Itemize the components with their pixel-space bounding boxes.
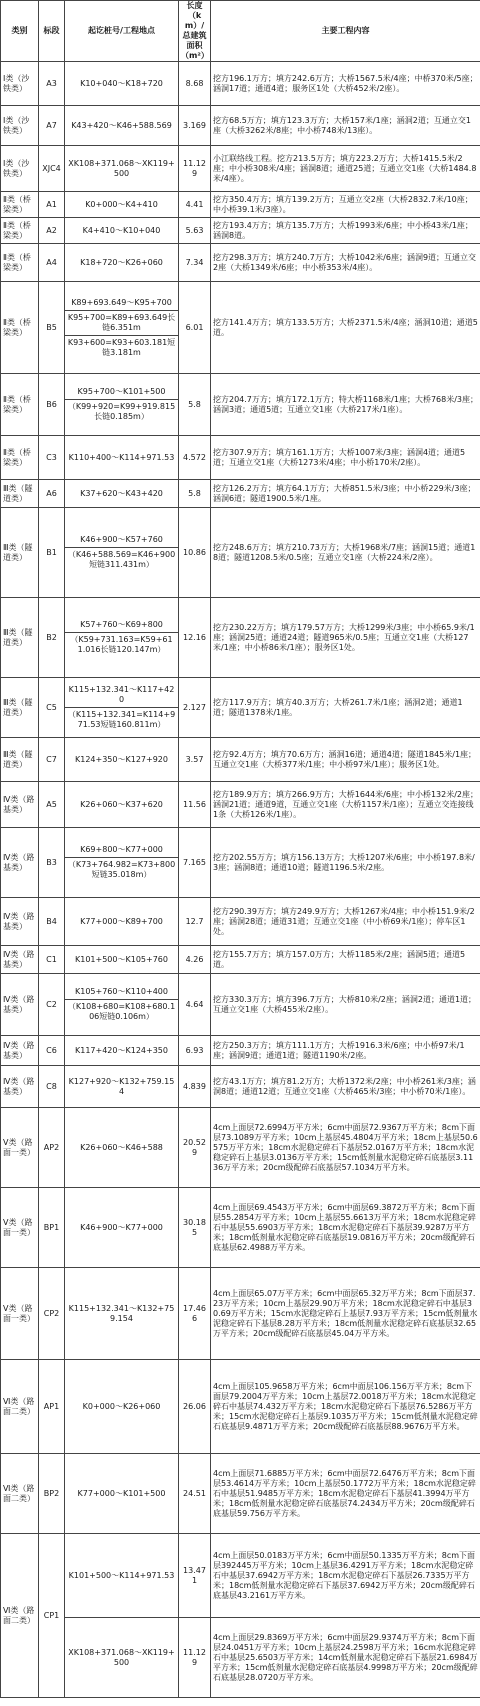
cell-category: Ⅰ类（沙铁类） <box>1 106 39 146</box>
table-body <box>1 62 480 1698</box>
cell-section: A3 <box>39 62 65 106</box>
cell-location: K18+720～K26+060 <box>65 244 179 282</box>
cell-location: K101+500～K105+760 <box>65 946 179 974</box>
cell-section: A2 <box>39 218 65 244</box>
table-row <box>1 218 480 244</box>
cell-category: Ⅳ类（路基类） <box>1 898 39 946</box>
table-header-row <box>1 1 480 62</box>
cell-length: 11.129 <box>179 146 211 192</box>
cell-location <box>65 508 179 598</box>
cell-content: 挖方230.22万方；填方179.57万方；大桥1299米/3座；中小桥65.9米/1座；涵洞25道；通道24道；隧道965米/0.5座；互通立交1座（大桥127米/1座；中小桥86米/1座）；服务区1处。 <box>211 598 480 678</box>
cell-location: K77+000～K101+500 <box>65 1454 179 1534</box>
cell-length: 4.41 <box>179 192 211 218</box>
cell-section: C1 <box>39 946 65 974</box>
cell-length: 6.93 <box>179 1036 211 1066</box>
cell-category: Ⅵ类（路面二类） <box>1 1360 39 1454</box>
cell-section: C7 <box>39 738 65 782</box>
table-row <box>1 480 480 508</box>
cell-category: Ⅳ类（路基类） <box>1 1066 39 1108</box>
cell-content: 挖方68.5万方；填方123.3万方；大桥157米/1座；涵洞2道；互通立交1座（大桥3262米/8座；中小桥748米/13座）。 <box>211 106 480 146</box>
cell-length: 5.63 <box>179 218 211 244</box>
table-row <box>1 436 480 480</box>
cell-length: 12.7 <box>179 898 211 946</box>
cell-length: 7.34 <box>179 244 211 282</box>
cell-section: BP1 <box>39 1188 65 1268</box>
cell-section: C6 <box>39 1036 65 1066</box>
cell-location: K37+620～K43+420 <box>65 480 179 508</box>
cell-category: Ⅴ类（路面一类） <box>1 1108 39 1188</box>
cell-content: 挖方248.6万方；填方210.73万方；大桥1968米/7座；涵洞15道；通道18道；隧道1208.5米/0.5座；互通立交1座（大桥224米/2座）。 <box>211 508 480 598</box>
cell-length: 17.466 <box>179 1268 211 1360</box>
cell-length: 4.26 <box>179 946 211 974</box>
table-row <box>1 898 480 946</box>
cell-location: XK108+371.068～XK119+500 <box>65 1618 179 1698</box>
header-length: 长度（km）/总建筑面积（m²） <box>179 1 211 62</box>
cell-content: 挖方193.4万方；填方135.7万方；大桥1993米/6座；中小桥43米/1座；涵洞8道。 <box>211 218 480 244</box>
cell-content: 挖方330.3万方；填方396.7万方；大桥810米/2座；涵洞2道；通道1道；互通立交1座（大桥455米/2座）。 <box>211 974 480 1036</box>
cell-category: Ⅳ类（路基类） <box>1 946 39 974</box>
cell-length: 5.8 <box>179 374 211 436</box>
cell-location: K110+400～K114+971.53 <box>65 436 179 480</box>
location-line: K69+800～K77+000 <box>65 843 178 858</box>
location-line: （K99+920=K99+919.815长链0.185m） <box>67 402 176 421</box>
table-row <box>1 828 480 898</box>
cell-length: 24.51 <box>179 1454 211 1534</box>
cell-content: 挖方92.4万方；填方70.6万方；涵洞16道；通道4道；隧道1845米/1座；互通立交1座（大桥377米/1座；中小桥97米/1座）；服务区1处。 <box>211 738 480 782</box>
cell-content: 挖方117.9万方；填方40.3万方；大桥261.7米/1座；涵洞2道；通道1道；隧道1378米/1座。 <box>211 678 480 738</box>
cell-category: Ⅰ类（沙铁类） <box>1 62 39 106</box>
table-row <box>1 1618 480 1698</box>
table-row <box>1 1108 480 1188</box>
cell-content: 挖方43.1万方；填方81.2万方；大桥1372米/2座；中小桥261米/3座；涵洞8道；通道12道；互通立交1座（大桥465米/3座；中小桥70米/1座）。 <box>211 1066 480 1108</box>
cell-content: 挖方350.4万方；填方139.2万方；互通立交2座（大桥2832.7米/10座；中小桥39.1米/3座）。 <box>211 192 480 218</box>
cell-location: K10+040～K18+720 <box>65 62 179 106</box>
location-line: （K73+764.982=K73+800短链35.018m） <box>67 860 176 879</box>
cell-section: B4 <box>39 898 65 946</box>
cell-length: 3.169 <box>179 106 211 146</box>
cell-section: XJC4 <box>39 146 65 192</box>
cell-location: K26+060～K37+620 <box>65 782 179 828</box>
cell-content: 挖方155.7万方；填方157.0万方；大桥1185米/2座；涵洞5道；通道5道。 <box>211 946 480 974</box>
cell-category: Ⅱ类（桥梁类） <box>1 374 39 436</box>
cell-category: Ⅲ类（隧道类） <box>1 508 39 598</box>
table-row <box>1 1066 480 1108</box>
table-row <box>1 1454 480 1534</box>
cell-content: 挖方298.3万方；填方240.7万方；大桥1042米/6座；涵洞9道；互通立交2座（大桥1349米/6座；中小桥353米/4座）。 <box>211 244 480 282</box>
cell-location: K0+000～K26+060 <box>65 1360 179 1454</box>
cell-content: 挖方250.3万方；填方111.1万方；大桥1916.3米/6座；中小桥97米/1座；涵洞9道；通道1道；隧道1190米/2座。 <box>211 1036 480 1066</box>
cell-length: 10.86 <box>179 508 211 598</box>
cell-length: 5.8 <box>179 480 211 508</box>
cell-category: Ⅱ类（桥梁类） <box>1 218 39 244</box>
cell-location: K117+420～K124+350 <box>65 1036 179 1066</box>
cell-section: BP2 <box>39 1454 65 1534</box>
cell-location: K124+350～K127+920 <box>65 738 179 782</box>
cell-content: 小江联络线工程。挖方213.5万方；填方223.2万方；大桥1415.5米/2座；中小桥308米/4座；涵洞8道；通道25道；互通立交1座（大桥1484.8米/4座）。 <box>211 146 480 192</box>
location-line: K46+900～K57+760 <box>65 533 178 548</box>
location-line: K115+132.341～K117+420 <box>65 683 178 708</box>
table-row <box>1 1188 480 1268</box>
cell-category: Ⅲ类（隧道类） <box>1 738 39 782</box>
cell-content: 4cm上面层69.4543万平方米；6cm中面层69.3872万平方米；8cm下面层55.2854万平方米；10cm上基层55.6613万平方米；18cm水泥稳定碎石中基层55.6903万平方米；18cm水泥稳定碎石下基层39.9287万平方米；18cm低剂量水泥稳定碎石底基层19.0816万平方米；20cm级配碎石底基层62.4988万平方米。 <box>211 1188 480 1268</box>
cell-length: 6.01 <box>179 282 211 374</box>
cell-category: Ⅵ类（路面二类） <box>1 1534 39 1698</box>
cell-length: 11.129 <box>179 1618 211 1698</box>
cell-length: 2.127 <box>179 678 211 738</box>
cell-category: Ⅱ类（桥梁类） <box>1 244 39 282</box>
table-row <box>1 678 480 738</box>
cell-section: CP1 <box>39 1534 65 1698</box>
location-line: （K108+680=K108+680.106短链0.106m） <box>67 1002 176 1021</box>
header-location: 起讫桩号/工程地点 <box>65 1 179 62</box>
table-row <box>1 192 480 218</box>
cell-content: 挖方141.4万方；填方133.5万方；大桥2371.5米/4座；涵洞10道；通道5道。 <box>211 282 480 374</box>
cell-content: 4cm上面层72.6994万平方米；6cm中面层72.9367万平方米；8cm下面层73.1089万平方米；10cm上基层45.4804万平方米；18cm上基层50.6575万平方米；18cm水泥稳定碎石下基层52.0167万平方米；18cm水泥稳定碎石上基层3.0136万平方米；15cm低剂量水泥稳定碎石底基层3.1136万平方米；20cm级配碎石底基层57.1034万平方米。 <box>211 1108 480 1188</box>
table-row <box>1 1534 480 1618</box>
location-line: （K46+588.569=K46+900短链311.431m） <box>67 550 176 569</box>
cell-section: C8 <box>39 1066 65 1108</box>
location-line: K93+600=K93+603.181短链3.181m <box>67 337 176 357</box>
location-line: K89+693.649～K95+700 <box>65 296 178 311</box>
cell-content: 4cm上面层50.0183万平方米；6cm中面层50.1335万平方米；8cm下面层392445万平方米；10cm上基层36.4291万平方米；18cm水泥稳定碎石中基层37.6942万平方米；18cm水泥稳定碎石下基层26.7335万平方米；18cm低剂量水泥稳定碎石下基层37.6942万平方米；20cm级配碎石底基层43.2161万平方米。 <box>211 1534 480 1618</box>
cell-content: 挖方196.1万方；填方242.6万方；大桥1567.5米/4座；中桥370米/5座；涵洞17道；通道4道；服务区1处（大桥452米/2座）。 <box>211 62 480 106</box>
cell-section: C5 <box>39 678 65 738</box>
table-row <box>1 374 480 436</box>
header-category: 类别 <box>1 1 39 62</box>
table-row <box>1 974 480 1036</box>
cell-location: K101+500～K114+971.53 <box>65 1534 179 1618</box>
cell-section: B1 <box>39 508 65 598</box>
location-line: K95+700～K101+500 <box>65 385 178 400</box>
cell-section: AP2 <box>39 1108 65 1188</box>
table-row <box>1 146 480 192</box>
cell-section: AP1 <box>39 1360 65 1454</box>
cell-location: K4+410～K10+040 <box>65 218 179 244</box>
cell-content: 挖方189.9万方；填方266.9万方；大桥1644米/6座；中小桥132米/2座；涵洞21道；通道9道，互通立交1座（大桥1157米/1座）；互通立交连接线1条（大桥126米/1座）。 <box>211 782 480 828</box>
cell-location: XK108+371.068～XK119+500 <box>65 146 179 192</box>
cell-content: 4cm上面层65.07万平方米；6cm中面层65.32万平方米；8cm下面层37.23万平方米；10cm上基层29.90万平方米；18cm水泥稳定碎石中基层30.69万平方米；15cm水泥稳定碎石上基层7.93万平方米；15cm低剂量水泥稳定碎石下基层8.28万平方米；18cm低剂量水泥稳定碎石底基层32.65万平方米；20cm级配碎石底基层45.04万平方米。 <box>211 1268 480 1360</box>
cell-section: B2 <box>39 598 65 678</box>
cell-category: Ⅴ类（路面一类） <box>1 1268 39 1360</box>
cell-section: B3 <box>39 828 65 898</box>
table-row <box>1 1268 480 1360</box>
cell-location: K115+132.341～K132+759.154 <box>65 1268 179 1360</box>
cell-content: 挖方307.9万方；填方161.1万方；大桥1007米/3座；涵洞4道；通道5道；互通立交1座（大桥1273米/4座；中小桥170米/2座）。 <box>211 436 480 480</box>
table-row <box>1 62 480 106</box>
cell-length: 4.839 <box>179 1066 211 1108</box>
cell-category: Ⅴ类（路面一类） <box>1 1188 39 1268</box>
location-line: K105+760～K110+400 <box>65 985 178 1000</box>
cell-section: CP2 <box>39 1268 65 1360</box>
cell-length: 4.572 <box>179 436 211 480</box>
cell-length: 8.68 <box>179 62 211 106</box>
cell-category: Ⅳ类（路基类） <box>1 828 39 898</box>
header-content: 主要工程内容 <box>211 1 480 62</box>
cell-location <box>65 374 179 436</box>
table-row <box>1 946 480 974</box>
cell-section: C2 <box>39 974 65 1036</box>
table-row <box>1 508 480 598</box>
table-row <box>1 598 480 678</box>
cell-section: A7 <box>39 106 65 146</box>
cell-length: 7.165 <box>179 828 211 898</box>
cell-section: B5 <box>39 282 65 374</box>
cell-category: Ⅰ类（沙铁类） <box>1 146 39 192</box>
cell-content: 4cm上面层105.9658万平方米；6cm中面层106.156万平方米；8cm下面层79.2004万平方米；10cm上基层72.0018万平方米；18cm水泥稳定碎石中基层74.432万平方米；18cm水泥稳定碎石下基层76.5286万平方米；15cm水泥稳定碎石上基层9.1035万平方米；15cm低剂量水泥稳定碎石底基层9.4871万平方米；20cm级配碎石底基层88.9676万平方米。 <box>211 1360 480 1454</box>
cell-content: 挖方204.7万方；填方172.1万方；特大桥1168米/1座；大桥768米/3座；涵洞3道；通道5道；互通立交1座（大桥217米/1座）。 <box>211 374 480 436</box>
cell-content: 挖方202.55万方；填方156.13万方；大桥1207米/6座；中小桥197.8米/3座；涵洞8道；通道10道；隧道1196.5米/2座。 <box>211 828 480 898</box>
cell-section: C3 <box>39 436 65 480</box>
table-row <box>1 782 480 828</box>
cell-category: Ⅳ类（路基类） <box>1 974 39 1036</box>
cell-section: B6 <box>39 374 65 436</box>
cell-content: 4cm上面层71.6885万平方米；6cm中面层72.6476万平方米；8cm下面层53.4614万平方米；10cm上基层50.1772万平方米；18cm水泥稳定碎石中基层51.9485万平方米；18cm水泥稳定碎石下基层41.3994万平方米；18cm低剂量水泥稳定碎石底基层74.2434万平方米；20cm级配碎石底基层59.756万平方米。 <box>211 1454 480 1534</box>
cell-location <box>65 974 179 1036</box>
location-line: （K115+132.341=K114+971.53短链160.811m） <box>67 710 176 729</box>
cell-section: A6 <box>39 480 65 508</box>
cell-length: 12.16 <box>179 598 211 678</box>
location-line: （K59+731.163=K59+611.016长链120.147m） <box>70 635 173 654</box>
cell-category: Ⅳ类（路基类） <box>1 1036 39 1066</box>
table-row <box>1 738 480 782</box>
cell-category: Ⅳ类（路基类） <box>1 782 39 828</box>
cell-category: Ⅱ类（桥梁类） <box>1 192 39 218</box>
cell-category: Ⅲ类（隧道类） <box>1 598 39 678</box>
location-line: K95+700=K89+693.649长链6.351m <box>65 311 178 336</box>
cell-length: 3.57 <box>179 738 211 782</box>
cell-location: K77+000～K89+700 <box>65 898 179 946</box>
cell-category: Ⅵ类（路面二类） <box>1 1454 39 1534</box>
cell-location: K127+920～K132+759.154 <box>65 1066 179 1108</box>
cell-length: 26.06 <box>179 1360 211 1454</box>
header-section: 标段 <box>39 1 65 62</box>
cell-location: K0+000～K4+410 <box>65 192 179 218</box>
cell-content: 挖方126.2万方；填方64.1万方；大桥851.5米/3座；中小桥229米/3座；涵洞6道；隧道1900.5米/1座。 <box>211 480 480 508</box>
table-row <box>1 282 480 374</box>
cell-location: K43+420～K46+588.569 <box>65 106 179 146</box>
cell-section: A4 <box>39 244 65 282</box>
cell-location: K46+900～K77+000 <box>65 1188 179 1268</box>
table-row <box>1 244 480 282</box>
cell-length: 4.64 <box>179 974 211 1036</box>
cell-section: A5 <box>39 782 65 828</box>
cell-content: 挖方290.39万方；填方249.9万方；大桥1267米/4座；中小桥151.9米/2座；涵洞28道；通道31道；互通立交1座（中小桥69米/1座）；停车区1处。 <box>211 898 480 946</box>
cell-length: 30.185 <box>179 1188 211 1268</box>
table-row <box>1 1036 480 1066</box>
cell-location <box>65 282 179 374</box>
cell-category: Ⅲ类（隧道类） <box>1 678 39 738</box>
cell-category: Ⅱ类（桥梁类） <box>1 436 39 480</box>
cell-content: 4cm上面层29.8369万平方米；6cm中面层29.9374万平方米；8cm下面层24.0451万平方米；10cm上基层24.2598万平方米；16cm水泥稳定碎石中基层25.6503万平方米；14cm低剂量水泥稳定碎石下基层21.6984万平方米；15cm低剂量水泥稳定碎石底基层4.9998万平方米；20cm级配碎石底基层28.0720万平方米。 <box>211 1618 480 1698</box>
cell-location <box>65 598 179 678</box>
cell-length: 11.56 <box>179 782 211 828</box>
cell-category: Ⅲ类（隧道类） <box>1 480 39 508</box>
cell-location: K26+060～K46+588 <box>65 1108 179 1188</box>
cell-length: 13.471 <box>179 1534 211 1618</box>
cell-length: 20.529 <box>179 1108 211 1188</box>
cell-location <box>65 678 179 738</box>
cell-category: Ⅱ类（桥梁类） <box>1 282 39 374</box>
cell-section: A1 <box>39 192 65 218</box>
cell-location <box>65 828 179 898</box>
location-line: K57+760～K69+800 <box>65 618 178 633</box>
table-row <box>1 1360 480 1454</box>
table-row <box>1 106 480 146</box>
